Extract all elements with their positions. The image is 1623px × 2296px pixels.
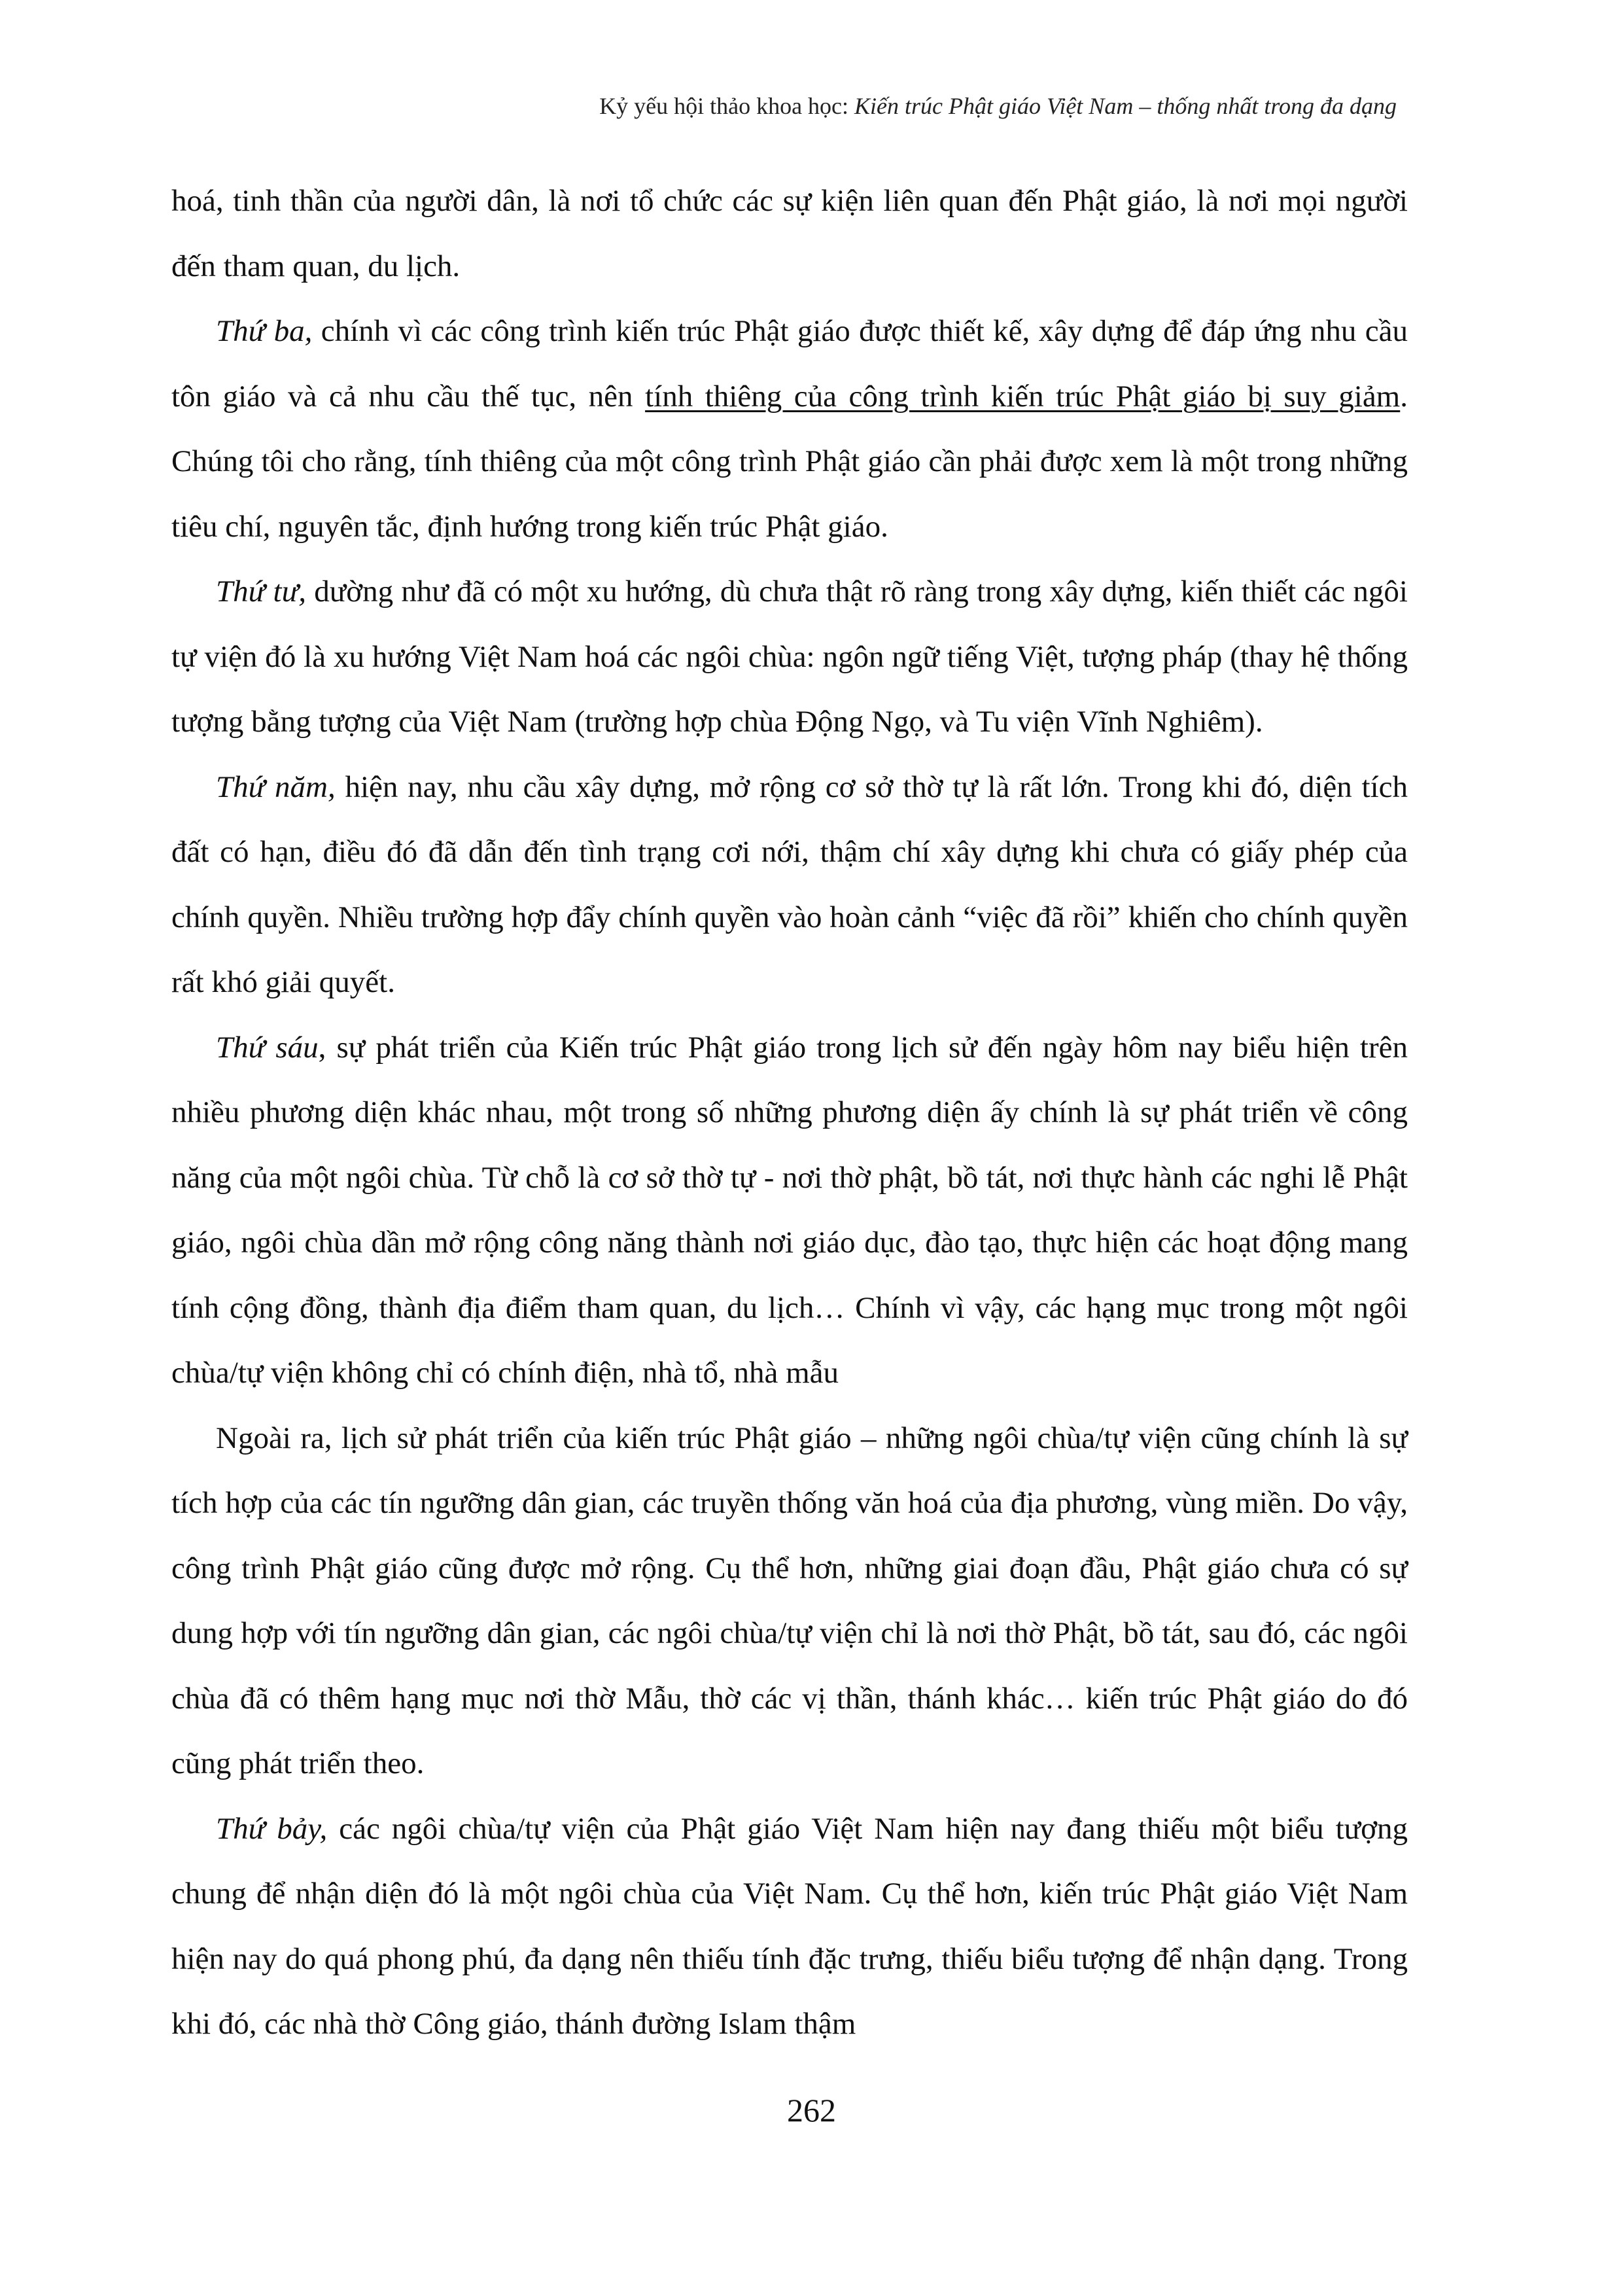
paragraph-lead: Thứ bảy, [216,1811,328,1846]
paragraph-text: Ngoài ra, lịch sử phát triển của kiến trúc Phật giáo – những ngôi chùa/tự viện cũng chính là sự tích hợp của các tín ngưỡng dân gian, các truyền thống văn hoá của địa phương, vùng miền. Do vậy, công trình Phật giáo cũng được mở rộng. Cụ thể hơn, những giai đoạn đầu, Phật giáo chưa có sự dung hợp với tín ngưỡng dân gian, các ngôi chùa/tự viện chỉ là nơi thờ Phật, bồ tát, sau đó, các ngôi chùa đã có thêm hạng mục nơi thờ Mẫu, thờ các vị thần, thánh khác… kiến trúc Phật giáo do đó cũng phát triển theo. [171,1421,1408,1780]
page-number: 262 [787,2092,836,2128]
body-text [171,169,1408,2057]
header-title: Kiến trúc Phật giáo Việt Nam – thống nhất trong đa dạng [854,93,1397,119]
paragraph-text: dường như đã có một xu hướng, dù chưa thật rõ ràng trong xây dựng, kiến thiết các ngôi tự viện đó là xu hướng Việt Nam hoá các ngôi chùa: ngôn ngữ tiếng Việt, tượng pháp (thay hệ thống tượng bằng tượng của Việt Nam (trường hợp chùa Động Ngọ, và Tu viện Vĩnh Nghiêm). [171,574,1408,739]
paragraph-text: chính vì các công trình kiến trúc Phật giáo được thiết kế, xây dựng để đáp ứng nhu cầu tôn giáo và cả nhu cầu thế tục, nên [171,314,1408,414]
paragraph-thu-bay [171,1797,1408,2057]
underlined-phrase: tính thiêng của công trình kiến trúc Phật giáo bị suy giảm [645,379,1401,414]
running-header [599,90,1397,122]
paragraph-thu-sau [171,1016,1408,1406]
paragraph-lead: Thứ sáu [216,1030,319,1065]
paragraph-text: các ngôi chùa/tự viện của Phật giáo Việt Nam hiện nay đang thiếu một biểu tượng chung để nhận diện đó là một ngôi chùa của Việt Nam. Cụ thể hơn, kiến trúc Phật giáo Việt Nam hiện nay do quá phong phú, đa dạng nên thiếu tính đặc trưng, thiếu biểu tượng để nhận dạng. Trong khi đó, các nhà thờ Công giáo, thánh đường Islam thậm [171,1811,1408,2041]
paragraph-text: , sự phát triển của Kiến trúc Phật giáo trong lịch sử đến ngày hôm nay biểu hiện trên nhiều phương diện khác nhau, một trong số những phương diện ấy chính là sự phát triển về công năng của một ngôi chùa. Từ chỗ là cơ sở thờ tự - nơi thờ phật, bồ tát, nơi thực hành các nghi lễ Phật giáo, ngôi chùa dần mở rộng công năng thành nơi giáo dục, đào tạo, thực hiện các hoạt động mang tính cộng đồng, thành địa điểm tham quan, du lịch… Chính vì vậy, các hạng mục trong một ngôi chùa/tự viện không chỉ có chính điện, nhà tổ, nhà mẫu [171,1030,1408,1390]
paragraph-thu-tu [171,559,1408,755]
paragraph-ngoai-ra [171,1406,1408,1797]
paragraph-lead: Thứ ba, [216,314,313,348]
paragraph-text: hoá, tinh thần của người dân, là nơi tổ chức các sự kiện liên quan đến Phật giáo, là nơi mọi người đến tham quan, du lịch. [171,184,1408,283]
paragraph-thu-ba [171,299,1408,559]
header-prefix: Kỷ yếu hội thảo khoa học: [599,93,855,119]
paragraph-lead: Thứ năm, [216,769,336,804]
paragraph-text: hiện nay, nhu cầu xây dựng, mở rộng cơ sở thờ tự là rất lớn. Trong khi đó, diện tích đất có hạn, điều đó đã dẫn đến tình trạng cơi nới, thậm chí xây dựng khi chưa có giấy phép của chính quyền. Nhiều trường hợp đẩy chính quyền vào hoàn cảnh “việc đã rồi” khiến cho chính quyền rất khó giải quyết. [171,769,1408,999]
paragraph-lead: Thứ tư, [216,574,306,609]
paragraph-text: . Chúng tôi cho rằng, tính thiêng của một công trình Phật giáo cần phải được xem là một trong những tiêu chí, nguyên tắc, định hướng trong kiến trúc Phật giáo. [171,379,1408,544]
paragraph-thu-nam [171,755,1408,1016]
paragraph-continuation [171,169,1408,299]
